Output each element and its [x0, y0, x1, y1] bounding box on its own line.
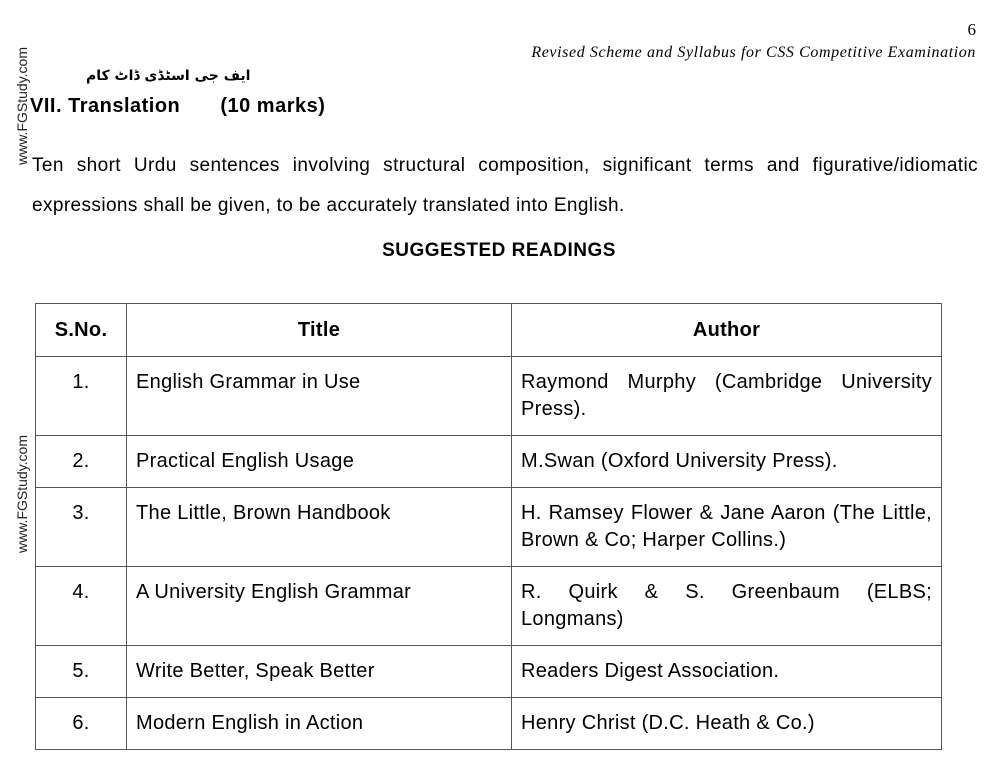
- row-title: The Little, Brown Handbook: [127, 488, 512, 567]
- column-header-title: Title: [127, 304, 512, 357]
- readings-table: [35, 303, 942, 750]
- row-author: Raymond Murphy (Cambridge University Press).: [512, 357, 942, 436]
- row-author: M.Swan (Oxford University Press).: [512, 436, 942, 488]
- section-number: VII.: [30, 95, 63, 117]
- table-row: [36, 488, 942, 567]
- row-author: H. Ramsey Flower & Jane Aaron (The Little, Brown & Co; Harper Collins.): [512, 488, 942, 567]
- row-author: Readers Digest Association.: [512, 646, 942, 698]
- column-header-author: Author: [512, 304, 942, 357]
- table-row: [36, 698, 942, 750]
- row-title: Write Better, Speak Better: [127, 646, 512, 698]
- table-header-row: [36, 304, 942, 357]
- section-heading: [30, 95, 325, 118]
- table-row: [36, 646, 942, 698]
- table-row: [36, 357, 942, 436]
- page-number: 6: [967, 20, 976, 39]
- readings-heading: SUGGESTED READINGS: [382, 240, 616, 261]
- section-title: Translation: [68, 95, 181, 117]
- row-author: Henry Christ (D.C. Heath & Co.): [512, 698, 942, 750]
- row-sno: 5.: [36, 646, 127, 698]
- column-header-sno: S.No.: [36, 304, 127, 357]
- section-description: Ten short Urdu sentences involving structural composition, significant terms and figurative/idiomatic expressions shall be given, to be accurately translated into English.: [32, 155, 978, 216]
- row-sno: 2.: [36, 436, 127, 488]
- table-row: [36, 436, 942, 488]
- row-sno: 4.: [36, 567, 127, 646]
- row-title: Modern English in Action: [127, 698, 512, 750]
- side-watermark-top: www.FGStudy.com: [14, 47, 30, 165]
- row-author: R. Quirk & S. Greenbaum (ELBS; Longmans): [512, 567, 942, 646]
- section-marks: (10 marks): [220, 95, 326, 117]
- urdu-watermark: ایف جی اسٹڈی ڈاٹ کام: [86, 68, 251, 84]
- running-title: Revised Scheme and Syllabus for CSS Competitive Examination: [531, 44, 976, 61]
- side-watermark-bottom: www.FGStudy.com: [14, 435, 30, 553]
- row-sno: 1.: [36, 357, 127, 436]
- table-row: [36, 567, 942, 646]
- row-sno: 3.: [36, 488, 127, 567]
- row-sno: 6.: [36, 698, 127, 750]
- row-title: Practical English Usage: [127, 436, 512, 488]
- row-title: English Grammar in Use: [127, 357, 512, 436]
- row-title: A University English Grammar: [127, 567, 512, 646]
